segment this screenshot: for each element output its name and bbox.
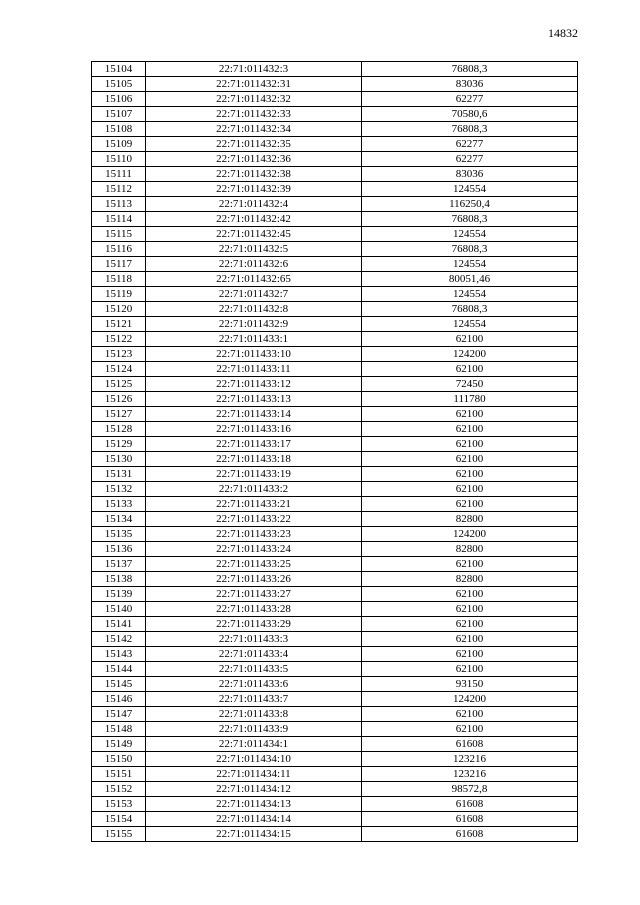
table-row xyxy=(92,482,578,497)
table-row xyxy=(92,782,578,797)
value-cell: 76808,3 xyxy=(362,122,578,137)
row-number-cell: 15140 xyxy=(92,602,146,617)
table-row xyxy=(92,707,578,722)
row-number-cell: 15149 xyxy=(92,737,146,752)
table-row xyxy=(92,152,578,167)
value-cell: 62277 xyxy=(362,152,578,167)
cadastral-number-cell: 22:71:011433:16 xyxy=(146,422,362,437)
value-cell: 83036 xyxy=(362,77,578,92)
value-cell: 62100 xyxy=(362,467,578,482)
cadastral-number-cell: 22:71:011433:6 xyxy=(146,677,362,692)
row-number-cell: 15150 xyxy=(92,752,146,767)
value-cell: 72450 xyxy=(362,377,578,392)
cadastral-number-cell: 22:71:011432:4 xyxy=(146,197,362,212)
value-cell: 82800 xyxy=(362,572,578,587)
table-row xyxy=(92,62,578,77)
cadastral-number-cell: 22:71:011433:25 xyxy=(146,557,362,572)
row-number-cell: 15143 xyxy=(92,647,146,662)
value-cell: 80051,46 xyxy=(362,272,578,287)
table-row xyxy=(92,77,578,92)
cadastral-number-cell: 22:71:011432:39 xyxy=(146,182,362,197)
table-row xyxy=(92,827,578,842)
table-row xyxy=(92,347,578,362)
cadastral-number-cell: 22:71:011433:2 xyxy=(146,482,362,497)
row-number-cell: 15110 xyxy=(92,152,146,167)
table-row xyxy=(92,542,578,557)
cadastral-number-cell: 22:71:011433:7 xyxy=(146,692,362,707)
cadastral-number-cell: 22:71:011432:36 xyxy=(146,152,362,167)
row-number-cell: 15118 xyxy=(92,272,146,287)
row-number-cell: 15142 xyxy=(92,632,146,647)
row-number-cell: 15126 xyxy=(92,392,146,407)
row-number-cell: 15107 xyxy=(92,107,146,122)
row-number-cell: 15121 xyxy=(92,317,146,332)
cadastral-number-cell: 22:71:011432:34 xyxy=(146,122,362,137)
cadastral-number-cell: 22:71:011434:13 xyxy=(146,797,362,812)
cadastral-number-cell: 22:71:011434:15 xyxy=(146,827,362,842)
value-cell: 124554 xyxy=(362,227,578,242)
row-number-cell: 15120 xyxy=(92,302,146,317)
value-cell: 83036 xyxy=(362,167,578,182)
table-row xyxy=(92,107,578,122)
cadastral-number-cell: 22:71:011432:35 xyxy=(146,137,362,152)
table-row xyxy=(92,632,578,647)
cadastral-number-cell: 22:71:011433:3 xyxy=(146,632,362,647)
table-row xyxy=(92,272,578,287)
value-cell: 76808,3 xyxy=(362,212,578,227)
row-number-cell: 15111 xyxy=(92,167,146,182)
value-cell: 124554 xyxy=(362,257,578,272)
table-row xyxy=(92,212,578,227)
row-number-cell: 15106 xyxy=(92,92,146,107)
cadastral-number-cell: 22:71:011434:10 xyxy=(146,752,362,767)
cadastral-number-cell: 22:71:011433:19 xyxy=(146,467,362,482)
table-row xyxy=(92,467,578,482)
row-number-cell: 15123 xyxy=(92,347,146,362)
row-number-cell: 15147 xyxy=(92,707,146,722)
table-row xyxy=(92,557,578,572)
value-cell: 124554 xyxy=(362,182,578,197)
table-row xyxy=(92,332,578,347)
value-cell: 124200 xyxy=(362,692,578,707)
cadastral-number-cell: 22:71:011434:14 xyxy=(146,812,362,827)
table-row xyxy=(92,377,578,392)
table-body xyxy=(92,62,578,842)
cadastral-number-cell: 22:71:011433:1 xyxy=(146,332,362,347)
row-number-cell: 15115 xyxy=(92,227,146,242)
value-cell: 62100 xyxy=(362,722,578,737)
row-number-cell: 15112 xyxy=(92,182,146,197)
cadastral-number-cell: 22:71:011432:6 xyxy=(146,257,362,272)
cadastral-number-cell: 22:71:011433:9 xyxy=(146,722,362,737)
table-row xyxy=(92,92,578,107)
table-row xyxy=(92,422,578,437)
value-cell: 61608 xyxy=(362,797,578,812)
table-row xyxy=(92,647,578,662)
cadastral-number-cell: 22:71:011432:9 xyxy=(146,317,362,332)
cadastral-number-cell: 22:71:011433:27 xyxy=(146,587,362,602)
row-number-cell: 15117 xyxy=(92,257,146,272)
cadastral-number-cell: 22:71:011434:1 xyxy=(146,737,362,752)
table-row xyxy=(92,227,578,242)
cadastral-number-cell: 22:71:011433:14 xyxy=(146,407,362,422)
row-number-cell: 15153 xyxy=(92,797,146,812)
cadastral-number-cell: 22:71:011432:33 xyxy=(146,107,362,122)
cadastral-number-cell: 22:71:011432:38 xyxy=(146,167,362,182)
value-cell: 62100 xyxy=(362,662,578,677)
row-number-cell: 15154 xyxy=(92,812,146,827)
cadastral-number-cell: 22:71:011432:31 xyxy=(146,77,362,92)
row-number-cell: 15152 xyxy=(92,782,146,797)
table-row xyxy=(92,617,578,632)
value-cell: 62100 xyxy=(362,452,578,467)
cadastral-number-cell: 22:71:011433:12 xyxy=(146,377,362,392)
value-cell: 124554 xyxy=(362,287,578,302)
row-number-cell: 15148 xyxy=(92,722,146,737)
value-cell: 62100 xyxy=(362,407,578,422)
table-row xyxy=(92,797,578,812)
cadastral-number-cell: 22:71:011432:42 xyxy=(146,212,362,227)
value-cell: 76808,3 xyxy=(362,62,578,77)
table-row xyxy=(92,287,578,302)
row-number-cell: 15136 xyxy=(92,542,146,557)
row-number-cell: 15124 xyxy=(92,362,146,377)
value-cell: 62100 xyxy=(362,437,578,452)
row-number-cell: 15122 xyxy=(92,332,146,347)
row-number-cell: 15141 xyxy=(92,617,146,632)
value-cell: 70580,6 xyxy=(362,107,578,122)
value-cell: 111780 xyxy=(362,392,578,407)
row-number-cell: 15129 xyxy=(92,437,146,452)
cadastral-number-cell: 22:71:011433:8 xyxy=(146,707,362,722)
value-cell: 124200 xyxy=(362,527,578,542)
table-row xyxy=(92,197,578,212)
cadastral-number-cell: 22:71:011432:65 xyxy=(146,272,362,287)
table-row xyxy=(92,302,578,317)
table-row xyxy=(92,737,578,752)
row-number-cell: 15155 xyxy=(92,827,146,842)
cadastral-number-cell: 22:71:011433:10 xyxy=(146,347,362,362)
cadastral-number-cell: 22:71:011432:45 xyxy=(146,227,362,242)
table-row xyxy=(92,392,578,407)
row-number-cell: 15116 xyxy=(92,242,146,257)
value-cell: 93150 xyxy=(362,677,578,692)
value-cell: 82800 xyxy=(362,542,578,557)
value-cell: 124554 xyxy=(362,317,578,332)
cadastral-number-cell: 22:71:011432:5 xyxy=(146,242,362,257)
value-cell: 123216 xyxy=(362,752,578,767)
value-cell: 98572,8 xyxy=(362,782,578,797)
value-cell: 76808,3 xyxy=(362,242,578,257)
cadastral-number-cell: 22:71:011432:32 xyxy=(146,92,362,107)
table-row xyxy=(92,407,578,422)
table-row xyxy=(92,692,578,707)
value-cell: 76808,3 xyxy=(362,302,578,317)
value-cell: 62277 xyxy=(362,137,578,152)
table-row xyxy=(92,767,578,782)
row-number-cell: 15144 xyxy=(92,662,146,677)
row-number-cell: 15125 xyxy=(92,377,146,392)
cadastral-number-cell: 22:71:011432:3 xyxy=(146,62,362,77)
value-cell: 62100 xyxy=(362,557,578,572)
table-row xyxy=(92,257,578,272)
row-number-cell: 15113 xyxy=(92,197,146,212)
row-number-cell: 15137 xyxy=(92,557,146,572)
row-number-cell: 15128 xyxy=(92,422,146,437)
row-number-cell: 15134 xyxy=(92,512,146,527)
row-number-cell: 15131 xyxy=(92,467,146,482)
table-row xyxy=(92,677,578,692)
cadastral-number-cell: 22:71:011434:11 xyxy=(146,767,362,782)
table-row xyxy=(92,452,578,467)
table-row xyxy=(92,167,578,182)
row-number-cell: 15146 xyxy=(92,692,146,707)
row-number-cell: 15114 xyxy=(92,212,146,227)
value-cell: 62100 xyxy=(362,332,578,347)
cadastral-number-cell: 22:71:011433:24 xyxy=(146,542,362,557)
value-cell: 62100 xyxy=(362,647,578,662)
table-row xyxy=(92,602,578,617)
table-row xyxy=(92,242,578,257)
row-number-cell: 15145 xyxy=(92,677,146,692)
cadastral-number-cell: 22:71:011433:28 xyxy=(146,602,362,617)
value-cell: 62100 xyxy=(362,422,578,437)
cadastral-number-cell: 22:71:011433:17 xyxy=(146,437,362,452)
row-number-cell: 15151 xyxy=(92,767,146,782)
table-row xyxy=(92,182,578,197)
table-row xyxy=(92,122,578,137)
table-row xyxy=(92,752,578,767)
cadastral-number-cell: 22:71:011433:5 xyxy=(146,662,362,677)
page-number: 14832 xyxy=(548,26,578,40)
value-cell: 62100 xyxy=(362,707,578,722)
value-cell: 62277 xyxy=(362,92,578,107)
row-number-cell: 15119 xyxy=(92,287,146,302)
cadastral-number-cell: 22:71:011433:26 xyxy=(146,572,362,587)
table-row xyxy=(92,527,578,542)
table-row xyxy=(92,812,578,827)
row-number-cell: 15109 xyxy=(92,137,146,152)
row-number-cell: 15133 xyxy=(92,497,146,512)
value-cell: 61608 xyxy=(362,827,578,842)
value-cell: 123216 xyxy=(362,767,578,782)
table-row xyxy=(92,362,578,377)
value-cell: 62100 xyxy=(362,617,578,632)
row-number-cell: 15105 xyxy=(92,77,146,92)
cadastral-number-cell: 22:71:011434:12 xyxy=(146,782,362,797)
cadastral-number-cell: 22:71:011433:11 xyxy=(146,362,362,377)
value-cell: 62100 xyxy=(362,632,578,647)
row-number-cell: 15138 xyxy=(92,572,146,587)
table-row xyxy=(92,722,578,737)
value-cell: 82800 xyxy=(362,512,578,527)
table-row xyxy=(92,512,578,527)
row-number-cell: 15135 xyxy=(92,527,146,542)
row-number-cell: 15104 xyxy=(92,62,146,77)
table-row xyxy=(92,137,578,152)
value-cell: 116250,4 xyxy=(362,197,578,212)
cadastral-number-cell: 22:71:011432:8 xyxy=(146,302,362,317)
row-number-cell: 15127 xyxy=(92,407,146,422)
table-row xyxy=(92,497,578,512)
cadastral-number-cell: 22:71:011433:21 xyxy=(146,497,362,512)
value-cell: 124200 xyxy=(362,347,578,362)
value-cell: 61608 xyxy=(362,737,578,752)
row-number-cell: 15132 xyxy=(92,482,146,497)
cadastral-number-cell: 22:71:011433:22 xyxy=(146,512,362,527)
table-row xyxy=(92,587,578,602)
table-row xyxy=(92,572,578,587)
table-row xyxy=(92,437,578,452)
cadastral-number-cell: 22:71:011433:18 xyxy=(146,452,362,467)
row-number-cell: 15108 xyxy=(92,122,146,137)
cadastral-number-cell: 22:71:011432:7 xyxy=(146,287,362,302)
data-table xyxy=(91,61,578,842)
row-number-cell: 15139 xyxy=(92,587,146,602)
value-cell: 62100 xyxy=(362,587,578,602)
cadastral-number-cell: 22:71:011433:13 xyxy=(146,392,362,407)
cadastral-number-cell: 22:71:011433:23 xyxy=(146,527,362,542)
table-row xyxy=(92,662,578,677)
row-number-cell: 15130 xyxy=(92,452,146,467)
table-row xyxy=(92,317,578,332)
cadastral-number-cell: 22:71:011433:4 xyxy=(146,647,362,662)
value-cell: 62100 xyxy=(362,482,578,497)
value-cell: 61608 xyxy=(362,812,578,827)
value-cell: 62100 xyxy=(362,362,578,377)
value-cell: 62100 xyxy=(362,497,578,512)
value-cell: 62100 xyxy=(362,602,578,617)
cadastral-number-cell: 22:71:011433:29 xyxy=(146,617,362,632)
